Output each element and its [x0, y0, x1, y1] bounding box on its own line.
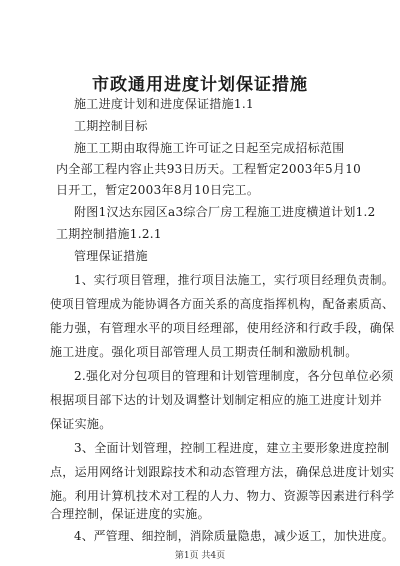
- text-line: 合理控制，保证进度的实施。: [50, 507, 210, 521]
- text-line: 施工进度。强化项目部管理人员工期责任制和激励机制。: [50, 345, 358, 359]
- text-line: 附图1汉达东园区a3综合厂房工程施工进度横道计划1.2: [74, 205, 376, 219]
- text-line: 施工工期由取得施工许可证之日起至完成招标范围: [74, 141, 345, 155]
- page-footer: 第1页 共4页: [174, 551, 226, 561]
- text-line: 点，运用网络计划跟踪技术和动态管理方法，确保总进度计划实: [50, 465, 395, 479]
- text-line: 2.强化对分包项目的管理和计划管理制度，各分包单位必须: [74, 369, 394, 383]
- text-line: 1、实行项目管理，推行项目法施工，实行项目经理负责制。: [74, 273, 394, 287]
- text-line: 3、全面计划管理，控制工程进度，建立主要形象进度控制: [74, 441, 390, 455]
- page-title: 市政通用进度计划保证措施: [92, 75, 308, 95]
- text-line: 4、严管理、细控制，消除质量隐患，减少返工，加快进度。: [74, 529, 394, 543]
- text-line: 工期控制目标: [74, 119, 148, 133]
- text-line: 保证实施。: [50, 417, 112, 431]
- text-line: 施工进度计划和进度保证措施1.1: [74, 97, 254, 111]
- text-line: 使项目管理成为能协调各方面关系的高度指挥机构，配备素质高、: [50, 297, 394, 311]
- text-line: 管理保证措施: [74, 249, 148, 263]
- text-line: 日开工，暂定2003年8月10日完工。: [56, 183, 260, 197]
- text-line: 内全部工程内容止共93日历天。工程暂定2003年5月10: [56, 162, 362, 176]
- text-line: 能力强，有管理水平的项目经理部，使用经济和行政手段，确保: [50, 321, 395, 335]
- text-line: 工期控制措施1.2.1: [56, 227, 162, 241]
- text-line: 根据项目部下达的计划及调整计划制定相应的施工进度计划并: [50, 393, 383, 407]
- text-line: 施。利用计算机技术对工程的人力、物力、资源等因素进行科学: [50, 489, 395, 503]
